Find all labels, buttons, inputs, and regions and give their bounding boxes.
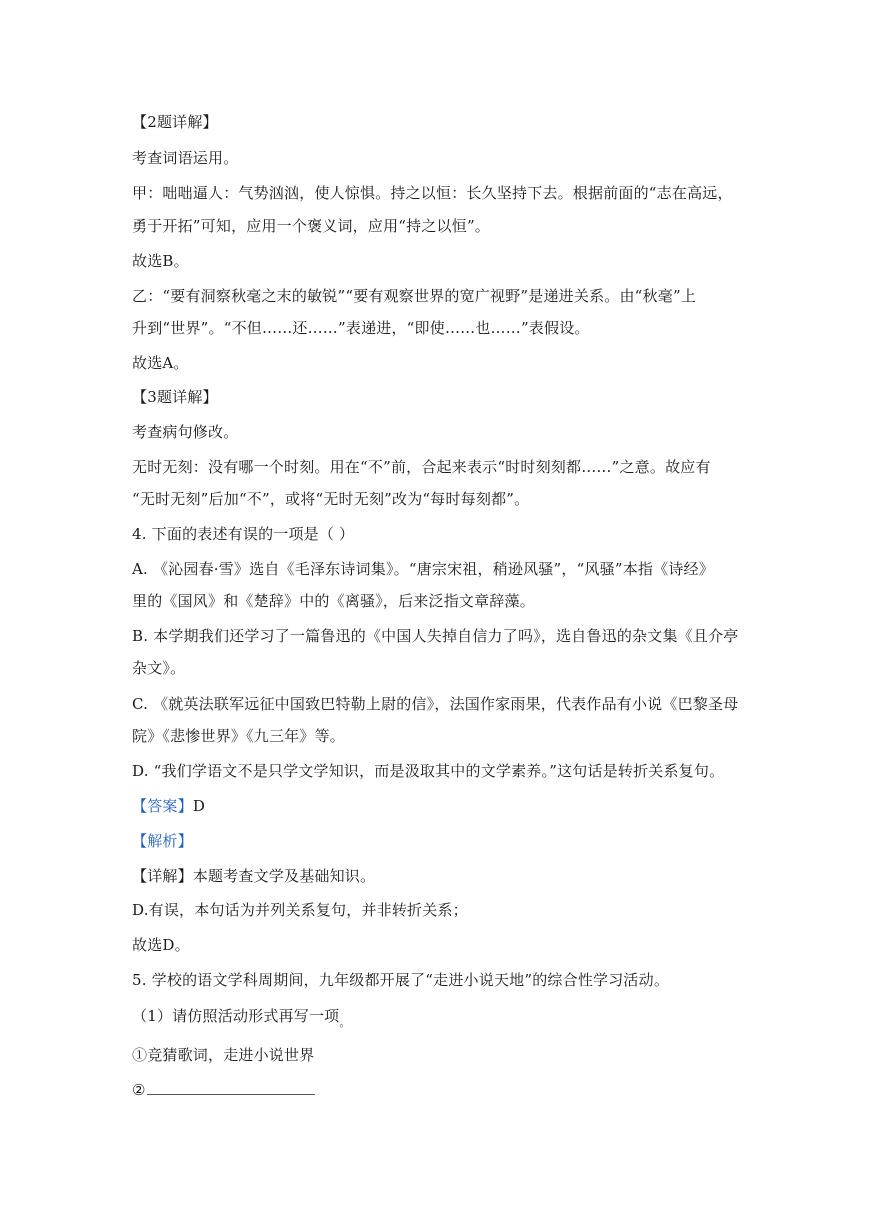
q2-jia-line2: 勇于开拓”可知，应用一个褒义词，应用“持之以恒”。 (132, 217, 491, 235)
q4-option-c-line1: C. 《就英法联军远征中国致巴特勒上尉的信》，法国作家雨果，代表作品有小说《巴黎圣母 (132, 695, 739, 713)
q5-item2 (132, 1080, 315, 1100)
q3-heading: 【3题详解】 (132, 388, 218, 406)
q5-sub1 (132, 1006, 351, 1028)
q2-yi-line1: 乙：“要有洞察秋毫之末的敏锐”“要有观察世界的宽广视野”是递进关系。由“秋毫”上 (132, 287, 697, 305)
q3-line2: “无时无刻”后加“不”，或将“无时无刻”改为“每时每刻都”。 (132, 490, 530, 508)
q2-heading: 【2题详解】 (132, 113, 218, 131)
q4-option-a-line2: 里的《国风》和《楚辞》中的《离骚》，后来泛指文章辞藻。 (132, 592, 535, 610)
q2-jia-line1: 甲：咄咄逼人：气势汹汹，使人惊惧。持之以恒：长久坚持下去。根据前面的“志在高远， (132, 184, 733, 202)
q4-option-b-line1: B. 本学期我们还学习了一篇鲁迅的《中国人失掉自信力了吗》，选自鲁迅的杂文集《且介亭 (132, 627, 739, 645)
q5-item1: ①竞猜歌词，走进小说世界 (132, 1046, 315, 1064)
q3-line1: 无时无刻：没有哪一个时刻。用在“不”前，合起来表示“时时刻刻都……”之意。故应有 (132, 458, 711, 476)
q4-answer (132, 796, 205, 816)
q4-detail: 【详解】本题考查文学及基础知识。 (132, 867, 376, 885)
q2-yi-answer: 故选A。 (132, 354, 189, 372)
q5-stem: 5. 学校的语文学科周期间，九年级都开展了“走进小说天地”的综合性学习活动。 (132, 971, 670, 989)
q2-topic: 考查词语运用。 (132, 149, 239, 167)
q4-option-c-line2: 院》《悲惨世界》《九三年》等。 (132, 727, 346, 745)
q2-yi-line2: 升到“世界”。“不但……还……”表递进，“即使……也……”表假设。 (132, 319, 590, 337)
q4-conclusion: 故选D。 (132, 936, 190, 954)
q2-jia-answer: 故选B。 (132, 252, 189, 270)
q4-option-b-line2: 杂文》。 (132, 659, 186, 677)
q3-topic: 考查病句修改。 (132, 423, 239, 441)
answer-blank[interactable] (147, 1080, 315, 1095)
q5-item2-marker: ② (132, 1081, 146, 1099)
q4-stem: 4. 下面的表述有误的一项是（ ） (132, 525, 355, 543)
q4-explain: D.有误，本句话为并列关系复句，并非转折关系； (132, 901, 468, 919)
analysis-label: 【解析】 (132, 832, 193, 850)
q5-sub1-text: （1）请仿照活动形式再写一项 (132, 1007, 340, 1025)
answer-value: D (192, 797, 206, 815)
q5-sub1-dot: 。 (339, 1016, 351, 1029)
q4-option-a-line1: A. 《沁园春·雪》选自《毛泽东诗词集》。“唐宗宋祖，稍逊风骚”，“风骚”本指《诗经》 (132, 560, 714, 578)
q4-option-d: D. “我们学语文不是只学文学知识，而是汲取其中的文学素养。”这句话是转折关系复句。 (132, 762, 725, 780)
answer-label: 【答案】 (132, 797, 193, 815)
